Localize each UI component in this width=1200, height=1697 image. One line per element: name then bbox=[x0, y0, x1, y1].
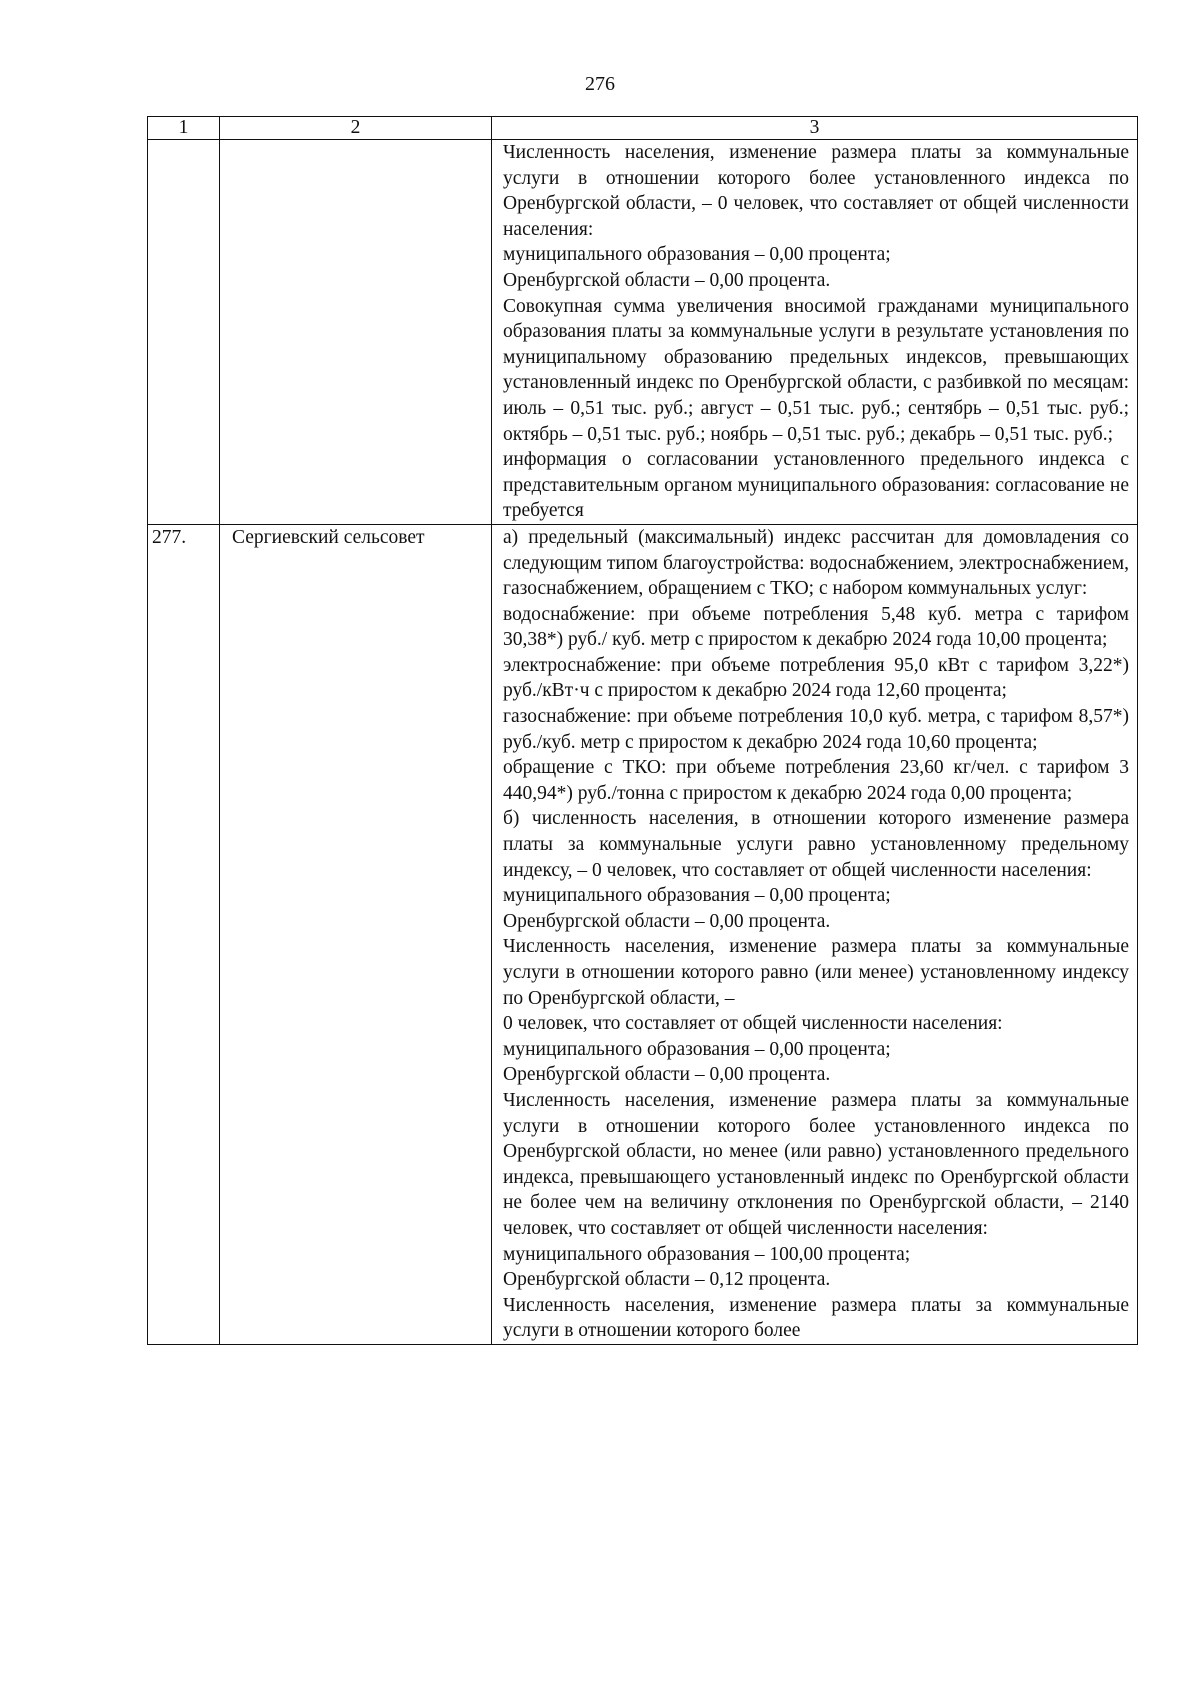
paragraph: муниципального образования – 0,00 процента; bbox=[503, 885, 891, 907]
paragraph: а) предельный (максимальный) индекс рассчитан для домовладения со следующим типом благоустройства: водоснабжением, электроснабжением, газоснабжением, обращением с ТКО; с набором коммунальных услуг: bbox=[503, 526, 1129, 600]
row-number-cell bbox=[148, 140, 220, 525]
paragraph: газоснабжение: при объеме потребления 10,0 куб. метра, с тарифом 8,57*) руб./куб. метр с приростом к декабрю 2024 года 10,60 процента; bbox=[503, 706, 1129, 753]
header-cell-3: 3 bbox=[492, 117, 1138, 140]
paragraph: Численность населения, изменение размера платы за коммунальные услуги в отношении которого более установленного индекса по Оренбургской области, – 0 человек, что составляет от общей численности населения: bbox=[503, 142, 1129, 240]
paragraph: муниципального образования – 100,00 процента; bbox=[503, 1243, 911, 1265]
header-cell-2: 2 bbox=[220, 117, 492, 140]
paragraph: Совокупная сумма увеличения вносимой гражданами муниципального образования платы за коммунальные услуги в результате установления по муниципальному образованию предельных индексов, превышающих установленный индекс по Оренбургской области, с разбивкой по месяцам: июль – 0,51 тыс. руб.; август – 0,51 тыс. руб.; сентябрь – 0,51 тыс. руб.; октябрь – 0,51 тыс. руб.; ноябрь – 0,51 тыс. руб.; декабрь – 0,51 тыс. руб.; bbox=[503, 295, 1129, 445]
paragraph: информация о согласовании установленного предельного индекса с представительным органом муниципального образования: согласование не требуется bbox=[503, 449, 1129, 522]
paragraph: Оренбургской области – 0,00 процента. bbox=[503, 269, 831, 291]
paragraph: Оренбургской области – 0,00 процента. bbox=[503, 1064, 831, 1086]
paragraph: Оренбургской области – 0,12 процента. bbox=[503, 1269, 831, 1291]
paragraph: б) численность населения, в отношении которого изменение размера платы за коммунальные услуги равно установленному предельному индексу, – 0 человек, что составляет от общей численности населения: bbox=[503, 808, 1129, 881]
paragraph: Численность населения, изменение размера платы за коммунальные услуги в отношении которого равно (или менее) установленному индексу по Оренбургской области, – bbox=[503, 936, 1129, 1009]
row-number-cell: 277. bbox=[148, 524, 220, 1344]
table-header-row bbox=[148, 117, 1138, 140]
paragraph: Численность населения, изменение размера платы за коммунальные услуги в отношении которого более установленного индекса по Оренбургской области, но менее (или равно) установленного предельного индекса, превышающего установленный индекс по Оренбургской области не более чем на величину отклонения по Оренбургской области, – 2140 человек, что составляет от общей численности населения: bbox=[503, 1089, 1129, 1239]
table-row bbox=[148, 140, 1138, 525]
paragraph: обращение с ТКО: при объеме потребления 23,60 кг/чел. с тарифом 3 440,94*) руб./тонна с приростом к декабрю 2024 года 0,00 процента; bbox=[503, 757, 1129, 804]
row-description-cell bbox=[492, 140, 1138, 525]
row-name-cell bbox=[220, 140, 492, 525]
row-description-cell bbox=[492, 524, 1138, 1344]
row-name-cell: Сергиевский сельсовет bbox=[220, 524, 492, 1344]
table-row bbox=[148, 524, 1138, 1344]
paragraph: Оренбургской области – 0,00 процента. bbox=[503, 910, 831, 932]
page-number: 276 bbox=[585, 73, 615, 95]
paragraph: муниципального образования – 0,00 процента; bbox=[503, 1038, 891, 1060]
paragraph: электроснабжение: при объеме потребления 95,0 кВт с тарифом 3,22*) руб./кВт·ч с приростом к декабрю 2024 года 12,60 процента; bbox=[503, 654, 1129, 702]
paragraph: муниципального образования – 0,00 процента; bbox=[503, 244, 891, 266]
paragraph: Численность населения, изменение размера платы за коммунальные услуги в отношении которого более bbox=[503, 1294, 1129, 1342]
header-cell-1: 1 bbox=[148, 117, 220, 140]
paragraph: водоснабжение: при объеме потребления 5,48 куб. метра с тарифом 30,38*) руб./ куб. метр с приростом к декабрю 2024 года 10,00 процента; bbox=[503, 603, 1129, 651]
data-table bbox=[147, 116, 1138, 1345]
paragraph: 0 человек, что составляет от общей численности населения: bbox=[503, 1013, 1003, 1035]
